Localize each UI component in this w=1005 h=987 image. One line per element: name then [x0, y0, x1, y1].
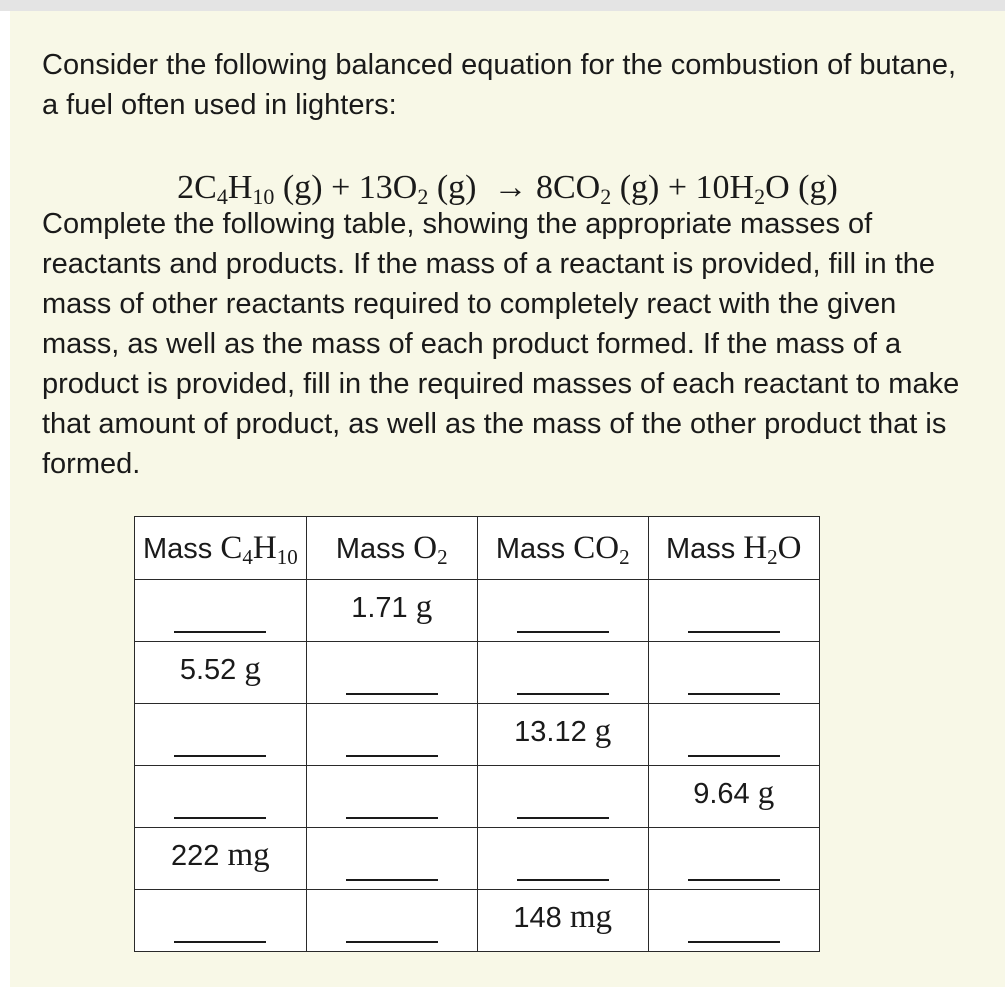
answer-cell[interactable] [648, 704, 819, 766]
answer-cell[interactable] [648, 890, 819, 952]
answer-blank[interactable] [346, 941, 438, 943]
answer-cell[interactable] [477, 766, 648, 828]
answer-cell[interactable] [477, 642, 648, 704]
answer-blank[interactable] [174, 941, 266, 943]
top-divider [0, 0, 1005, 11]
table-row [135, 704, 820, 766]
answer-blank[interactable] [517, 693, 609, 695]
header-mass-co2: Mass $CO_2$ [477, 517, 648, 580]
answer-cell[interactable] [135, 766, 307, 828]
plus-sign: + [667, 169, 688, 206]
answer-cell[interactable] [306, 642, 477, 704]
answer-blank[interactable] [174, 631, 266, 633]
given-mass-cell: 222 mg [135, 828, 307, 890]
instructions-text: Complete the following table, showing the appropriate masses of reactants and products. If the mass of a reactant is provided, fill in the mass of other reactants required to completely react with the given mass, as well as the mass of each product formed. If the mass of a product is provided, fill in the required masses of each reactant to make that amount of product, as well as the mass of the other product that is formed. [42, 208, 960, 480]
reaction-arrow: → [493, 169, 528, 206]
given-mass-cell: 1.71 g [306, 580, 477, 642]
answer-cell[interactable] [648, 642, 819, 704]
mass-table [134, 516, 820, 952]
answer-blank[interactable] [688, 879, 780, 881]
answer-blank[interactable] [517, 879, 609, 881]
answer-cell[interactable] [648, 828, 819, 890]
header-mass-h2o: Mass $H_2O$ [648, 517, 819, 580]
answer-blank[interactable] [346, 755, 438, 757]
answer-blank[interactable] [688, 693, 780, 695]
header-mass-c4h10: Mass $C_4H_{10}$ [135, 517, 307, 580]
given-mass-cell: 9.64 g [648, 766, 819, 828]
answer-cell[interactable] [306, 704, 477, 766]
answer-blank[interactable] [346, 817, 438, 819]
answer-cell[interactable] [648, 580, 819, 642]
answer-cell[interactable] [135, 890, 307, 952]
answer-blank[interactable] [174, 817, 266, 819]
table-header-row [135, 517, 820, 580]
answer-blank[interactable] [174, 755, 266, 757]
answer-cell[interactable] [306, 766, 477, 828]
answer-blank[interactable] [688, 755, 780, 757]
table-row [135, 580, 820, 642]
answer-blank[interactable] [517, 817, 609, 819]
table-row [135, 828, 820, 890]
answer-blank[interactable] [688, 631, 780, 633]
reactant-oxygen: $13O_2$ (g) [358, 169, 477, 209]
product-co2: $8CO_2$ (g) [535, 169, 660, 209]
table-row [135, 890, 820, 952]
product-water: $10H_2O$ (g) [695, 169, 838, 209]
answer-blank[interactable] [346, 693, 438, 695]
answer-cell[interactable] [135, 580, 307, 642]
answer-blank[interactable] [517, 631, 609, 633]
answer-cell[interactable] [306, 828, 477, 890]
given-mass-cell: 148 mg [477, 890, 648, 952]
intro-text: Consider the following balanced equation for the combustion of butane, a fuel often used in lighters: [42, 49, 957, 121]
header-mass-o2: Mass $O_2$ [306, 517, 477, 580]
question-card [10, 11, 1005, 987]
given-mass-cell: 13.12 g [477, 704, 648, 766]
table-body [135, 580, 820, 952]
table-row [135, 642, 820, 704]
answer-blank[interactable] [346, 879, 438, 881]
given-mass-cell: 5.52 g [135, 642, 307, 704]
reactant-butane: $2C_4H_{10}$ (g) [177, 169, 323, 209]
answer-cell[interactable] [477, 580, 648, 642]
table-row [135, 766, 820, 828]
answer-blank[interactable] [688, 941, 780, 943]
answer-cell[interactable] [135, 704, 307, 766]
plus-sign: + [331, 169, 351, 206]
answer-cell[interactable] [306, 890, 477, 952]
answer-cell[interactable] [477, 828, 648, 890]
